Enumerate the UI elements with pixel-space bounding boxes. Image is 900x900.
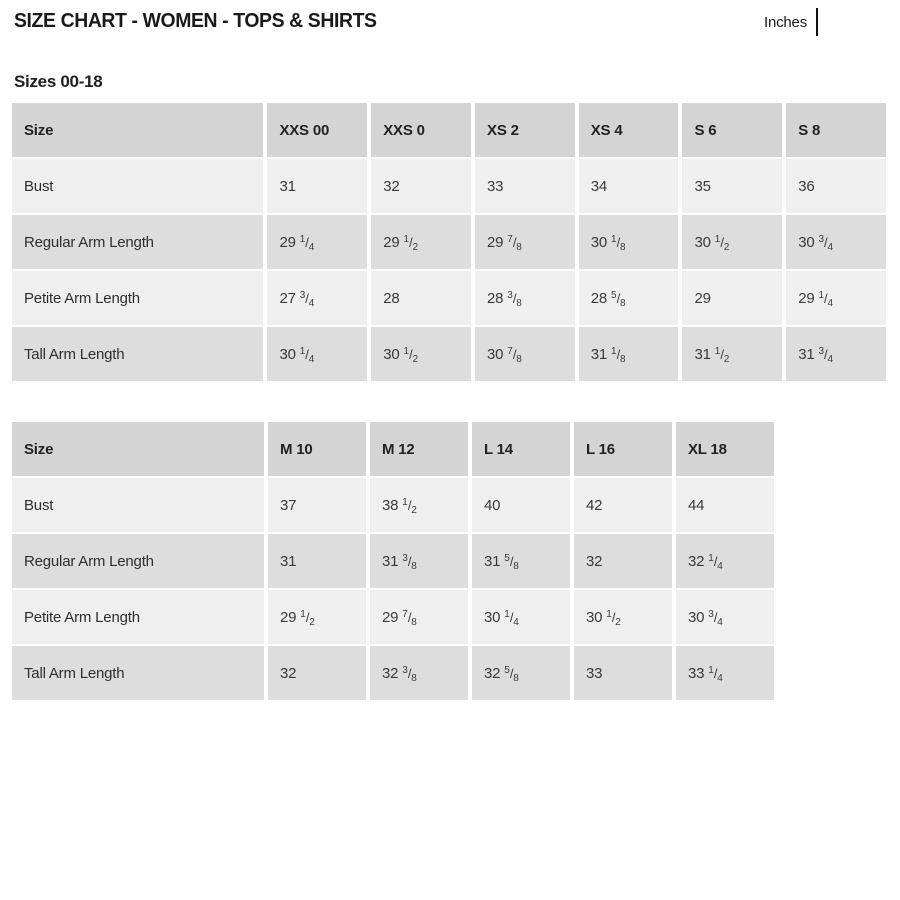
header-row — [12, 422, 774, 476]
fraction-value: $^1/_2$ — [403, 345, 419, 365]
measurement-cell: 31 $^1/_2$ — [682, 327, 782, 381]
size-label-header: XS 2 — [475, 103, 575, 157]
measurement-cell: 30 $^7/_8$ — [475, 327, 575, 381]
fraction-value: $^3/_4$ — [708, 608, 723, 628]
measurement-cell: 33 $^1/_4$ — [676, 646, 774, 700]
measurement-row-label: Petite Arm Length — [12, 271, 263, 325]
measurement-cell: 34 — [579, 159, 679, 213]
fraction-value: $^5/_8$ — [504, 664, 519, 684]
size-table-xxs-to-s — [8, 101, 890, 383]
size-label-header: L 16 — [574, 422, 672, 476]
measurement-cell: 32 $^5/_8$ — [472, 646, 570, 700]
fraction-value: $^1/_4$ — [504, 608, 519, 628]
fraction-value: $^1/_2$ — [714, 345, 730, 365]
measurement-row-label: Tall Arm Length — [12, 646, 264, 700]
fraction-value: $^1/_4$ — [708, 552, 723, 572]
measurement-row-label: Regular Arm Length — [12, 215, 263, 269]
measurement-cell: 35 — [682, 159, 782, 213]
fraction-value: $^1/_4$ — [818, 289, 834, 309]
fraction-value: $^7/_8$ — [402, 608, 417, 628]
size-column-header: Size — [12, 422, 264, 476]
measurement-cell: 31 — [267, 159, 367, 213]
fraction-value: $^5/_8$ — [504, 552, 519, 572]
fraction-value: $^1/_4$ — [708, 664, 723, 684]
table-row — [12, 215, 886, 269]
fraction-value: $^7/_8$ — [507, 345, 522, 365]
measurement-cell: 42 — [574, 478, 672, 532]
measurement-row-label: Petite Arm Length — [12, 590, 264, 644]
fraction-value: $^3/_8$ — [402, 552, 417, 572]
measurement-cell: 31 $^3/_8$ — [370, 534, 468, 588]
fraction-value: $^1/_8$ — [611, 233, 626, 253]
measurement-cell: 30 $^1/_8$ — [579, 215, 679, 269]
fraction-value: $^5/_8$ — [611, 289, 626, 309]
fraction-value: $^3/_4$ — [299, 289, 315, 309]
header-row — [12, 103, 886, 157]
measurement-cell: 28 — [371, 271, 471, 325]
fraction-value: $^3/_8$ — [402, 664, 417, 684]
size-label-header: M 12 — [370, 422, 468, 476]
size-label-header: M 10 — [268, 422, 366, 476]
measurement-row-label: Bust — [12, 478, 264, 532]
measurement-cell: 32 — [371, 159, 471, 213]
table-row — [12, 590, 774, 644]
measurement-cell: 29 $^1/_2$ — [371, 215, 471, 269]
header-bar — [12, 6, 890, 36]
table-row — [12, 534, 774, 588]
measurement-row-label: Tall Arm Length — [12, 327, 263, 381]
table-row — [12, 159, 886, 213]
measurement-cell: 33 — [574, 646, 672, 700]
fraction-value: $^1/_2$ — [606, 608, 621, 628]
size-range-subtitle: Sizes 00-18 — [14, 72, 103, 91]
fraction-value: $^1/_2$ — [402, 496, 417, 516]
measurement-cell: 29 $^1/_4$ — [786, 271, 886, 325]
measurement-cell: 38 $^1/_2$ — [370, 478, 468, 532]
measurement-cell: 31 — [268, 534, 366, 588]
measurement-cell: 28 $^3/_8$ — [475, 271, 575, 325]
measurement-cell: 44 — [676, 478, 774, 532]
measurement-cell: 31 $^3/_4$ — [786, 327, 886, 381]
measurement-row-label: Bust — [12, 159, 263, 213]
measurement-cell: 30 $^1/_2$ — [682, 215, 782, 269]
unit-divider — [816, 8, 818, 36]
size-column-header: Size — [12, 103, 263, 157]
size-label-header: XL 18 — [676, 422, 774, 476]
measurement-cell: 32 — [574, 534, 672, 588]
size-label-header: XS 4 — [579, 103, 679, 157]
fraction-value: $^3/_8$ — [507, 289, 522, 309]
measurement-cell: 30 $^3/_4$ — [676, 590, 774, 644]
size-label-header: S 8 — [786, 103, 886, 157]
measurement-cell: 28 $^5/_8$ — [579, 271, 679, 325]
measurement-cell: 30 $^1/_4$ — [472, 590, 570, 644]
measurement-cell: 40 — [472, 478, 570, 532]
unit-toggle — [764, 8, 818, 36]
table-row — [12, 327, 886, 381]
measurement-cell: 32 $^1/_4$ — [676, 534, 774, 588]
measurement-cell: 30 $^3/_4$ — [786, 215, 886, 269]
measurement-cell: 32 $^3/_8$ — [370, 646, 468, 700]
size-table-m-to-xl — [8, 420, 778, 702]
measurement-cell: 32 — [268, 646, 366, 700]
size-label-header: XXS 00 — [267, 103, 367, 157]
measurement-cell: 30 $^1/_4$ — [267, 327, 367, 381]
table-row — [12, 271, 886, 325]
measurement-cell: 30 $^1/_2$ — [574, 590, 672, 644]
measurement-cell: 30 $^1/_2$ — [371, 327, 471, 381]
measurement-cell: 29 $^1/_2$ — [268, 590, 366, 644]
size-label-header: L 14 — [472, 422, 570, 476]
measurement-cell: 29 — [682, 271, 782, 325]
measurement-cell: 29 $^7/_8$ — [370, 590, 468, 644]
measurement-row-label: Regular Arm Length — [12, 534, 264, 588]
fraction-value: $^1/_2$ — [714, 233, 730, 253]
fraction-value: $^1/_4$ — [299, 345, 315, 365]
fraction-value: $^1/_2$ — [300, 608, 315, 628]
table-row — [12, 478, 774, 532]
fraction-value: $^3/_4$ — [818, 233, 834, 253]
measurement-cell: 29 $^7/_8$ — [475, 215, 575, 269]
measurement-cell: 36 — [786, 159, 886, 213]
fraction-value: $^1/_4$ — [299, 233, 315, 253]
measurement-cell: 31 $^5/_8$ — [472, 534, 570, 588]
measurement-cell: 27 $^3/_4$ — [267, 271, 367, 325]
fraction-value: $^7/_8$ — [507, 233, 522, 253]
page-title: SIZE CHART - WOMEN - TOPS & SHIRTS — [14, 10, 377, 32]
size-label-header: XXS 0 — [371, 103, 471, 157]
unit-inches-toggle[interactable]: Inches — [764, 13, 807, 31]
measurement-cell: 37 — [268, 478, 366, 532]
measurement-cell: 31 $^1/_8$ — [579, 327, 679, 381]
size-label-header: S 6 — [682, 103, 782, 157]
fraction-value: $^1/_8$ — [611, 345, 626, 365]
fraction-value: $^1/_2$ — [403, 233, 419, 253]
table-row — [12, 646, 774, 700]
measurement-cell: 33 — [475, 159, 575, 213]
fraction-value: $^3/_4$ — [818, 345, 834, 365]
measurement-cell: 29 $^1/_4$ — [267, 215, 367, 269]
